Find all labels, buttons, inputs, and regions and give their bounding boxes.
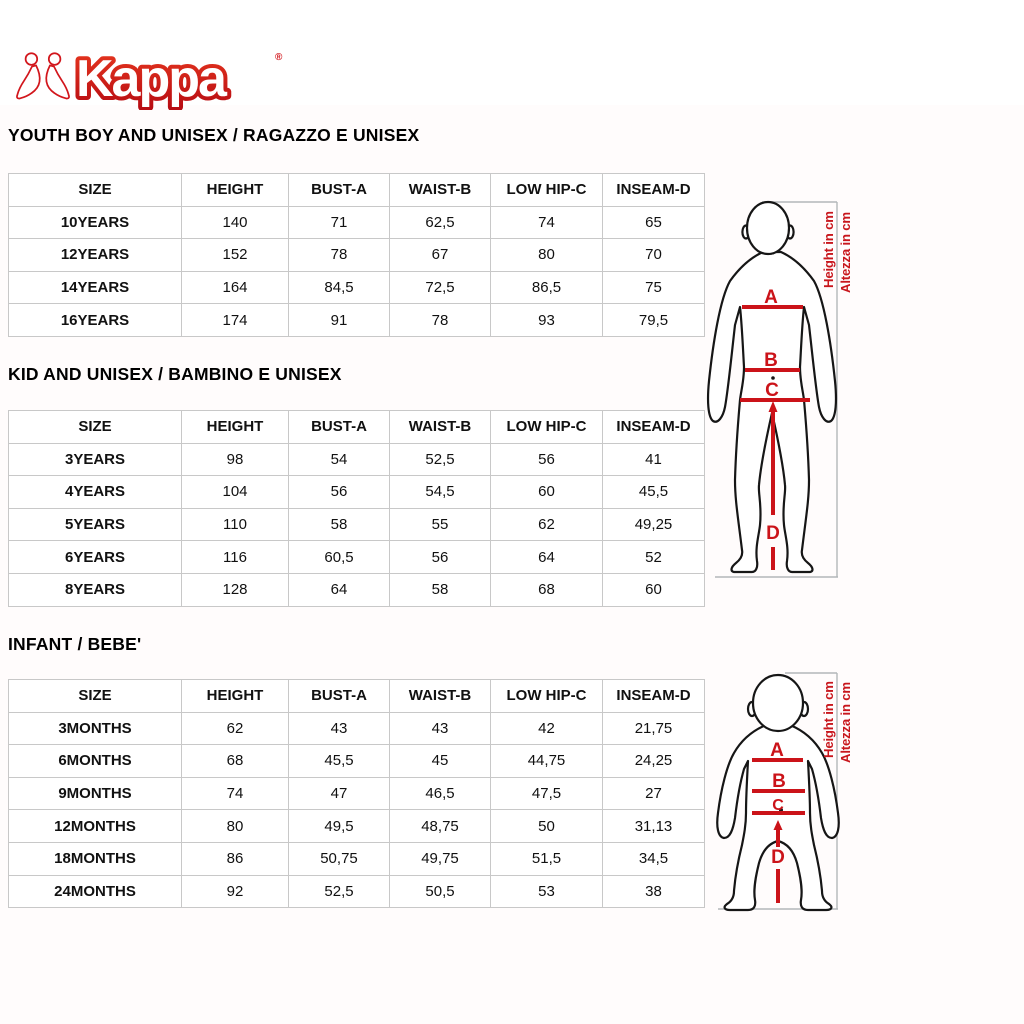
size-cell: 24MONTHS (9, 875, 182, 908)
table-row (9, 443, 705, 476)
value-cell: 62 (491, 508, 603, 541)
value-cell: 65 (603, 206, 705, 239)
value-cell: 86 (182, 842, 289, 875)
size-cell: 9MONTHS (9, 777, 182, 810)
value-cell: 46,5 (390, 777, 491, 810)
column-header: INSEAM-D (603, 411, 705, 444)
size-cell: 10YEARS (9, 206, 182, 239)
kappa-logo (14, 44, 294, 110)
value-cell: 80 (182, 810, 289, 843)
value-cell: 67 (390, 239, 491, 272)
column-header: SIZE (9, 174, 182, 207)
value-cell: 62 (182, 712, 289, 745)
table-row (9, 810, 705, 843)
value-cell: 50,75 (289, 842, 390, 875)
value-cell: 60 (603, 573, 705, 606)
size-cell: 14YEARS (9, 271, 182, 304)
brand-text: Kappa (76, 50, 225, 108)
bust-label: A (770, 740, 784, 761)
size-table-youth (8, 173, 705, 337)
section-title-infant: INFANT / BEBE' (8, 634, 142, 654)
column-header: WAIST-B (390, 680, 491, 713)
value-cell: 104 (182, 476, 289, 509)
value-cell: 51,5 (491, 842, 603, 875)
height-caption-it: Altezza in cm (838, 212, 853, 293)
value-cell: 58 (390, 573, 491, 606)
value-cell: 56 (289, 476, 390, 509)
size-cell: 5YEARS (9, 508, 182, 541)
size-table-kid (8, 410, 705, 607)
value-cell: 54 (289, 443, 390, 476)
table-row (9, 239, 705, 272)
table-row (9, 476, 705, 509)
value-cell: 174 (182, 304, 289, 337)
column-header: INSEAM-D (603, 174, 705, 207)
value-cell: 49,75 (390, 842, 491, 875)
value-cell: 140 (182, 206, 289, 239)
column-header: LOW HIP-C (491, 680, 603, 713)
column-header: WAIST-B (390, 411, 491, 444)
value-cell: 42 (491, 712, 603, 745)
value-cell: 31,13 (603, 810, 705, 843)
table-row (9, 777, 705, 810)
value-cell: 62,5 (390, 206, 491, 239)
size-cell: 12MONTHS (9, 810, 182, 843)
size-cell: 12YEARS (9, 239, 182, 272)
value-cell: 56 (390, 541, 491, 574)
value-cell: 45 (390, 745, 491, 778)
table-row (9, 842, 705, 875)
value-cell: 52 (603, 541, 705, 574)
waist-label: B (772, 771, 786, 792)
value-cell: 92 (182, 875, 289, 908)
value-cell: 128 (182, 573, 289, 606)
value-cell: 75 (603, 271, 705, 304)
value-cell: 80 (491, 239, 603, 272)
value-cell: 93 (491, 304, 603, 337)
value-cell: 54,5 (390, 476, 491, 509)
header-row (9, 680, 705, 713)
value-cell: 68 (491, 573, 603, 606)
value-cell: 68 (182, 745, 289, 778)
value-cell: 74 (491, 206, 603, 239)
kappa-wordmark (74, 44, 279, 110)
value-cell: 48,75 (390, 810, 491, 843)
value-cell: 56 (491, 443, 603, 476)
value-cell: 78 (289, 239, 390, 272)
value-cell: 34,5 (603, 842, 705, 875)
value-cell: 64 (491, 541, 603, 574)
value-cell: 71 (289, 206, 390, 239)
column-header: BUST-A (289, 680, 390, 713)
value-cell: 47,5 (491, 777, 603, 810)
height-caption-it: Altezza in cm (838, 682, 853, 763)
value-cell: 47 (289, 777, 390, 810)
section-title-kid: KID AND UNISEX / BAMBINO E UNISEX (8, 364, 342, 384)
value-cell: 45,5 (289, 745, 390, 778)
table-row (9, 271, 705, 304)
value-cell: 27 (603, 777, 705, 810)
value-cell: 41 (603, 443, 705, 476)
value-cell: 58 (289, 508, 390, 541)
value-cell: 84,5 (289, 271, 390, 304)
column-header: BUST-A (289, 411, 390, 444)
column-header: INSEAM-D (603, 680, 705, 713)
table-row (9, 573, 705, 606)
value-cell: 116 (182, 541, 289, 574)
hip-label: C (765, 380, 779, 401)
table-row (9, 508, 705, 541)
value-cell: 55 (390, 508, 491, 541)
value-cell: 49,25 (603, 508, 705, 541)
value-cell: 60 (491, 476, 603, 509)
waist-label: B (764, 350, 778, 371)
value-cell: 86,5 (491, 271, 603, 304)
column-header: SIZE (9, 680, 182, 713)
size-cell: 16YEARS (9, 304, 182, 337)
column-header: LOW HIP-C (491, 411, 603, 444)
column-header: HEIGHT (182, 411, 289, 444)
value-cell: 43 (289, 712, 390, 745)
size-cell: 4YEARS (9, 476, 182, 509)
column-header: HEIGHT (182, 174, 289, 207)
column-header: BUST-A (289, 174, 390, 207)
value-cell: 53 (491, 875, 603, 908)
column-header: WAIST-B (390, 174, 491, 207)
size-cell: 8YEARS (9, 573, 182, 606)
value-cell: 110 (182, 508, 289, 541)
child-measurement-diagram (700, 195, 860, 585)
value-cell: 50 (491, 810, 603, 843)
value-cell: 64 (289, 573, 390, 606)
height-caption-en: Height in cm (821, 681, 836, 758)
size-cell: 6MONTHS (9, 745, 182, 778)
value-cell: 43 (390, 712, 491, 745)
value-cell: 45,5 (603, 476, 705, 509)
table-row (9, 304, 705, 337)
table-row (9, 712, 705, 745)
value-cell: 38 (603, 875, 705, 908)
table-row (9, 541, 705, 574)
table-row (9, 875, 705, 908)
value-cell: 98 (182, 443, 289, 476)
value-cell: 49,5 (289, 810, 390, 843)
header-row (9, 174, 705, 207)
value-cell: 79,5 (603, 304, 705, 337)
inseam-label: D (771, 847, 785, 868)
value-cell: 70 (603, 239, 705, 272)
table-row (9, 206, 705, 239)
bust-label: A (764, 287, 778, 308)
value-cell: 21,75 (603, 712, 705, 745)
value-cell: 78 (390, 304, 491, 337)
registered-mark: ® (275, 52, 283, 63)
size-table-infant (8, 679, 705, 908)
size-cell: 18MONTHS (9, 842, 182, 875)
section-title-youth: YOUTH BOY AND UNISEX / RAGAZZO E UNISEX (8, 125, 420, 145)
infant-measurement-diagram (700, 663, 860, 923)
value-cell: 52,5 (390, 443, 491, 476)
height-caption-en: Height in cm (821, 211, 836, 288)
size-cell: 6YEARS (9, 541, 182, 574)
table-row (9, 745, 705, 778)
value-cell: 50,5 (390, 875, 491, 908)
value-cell: 91 (289, 304, 390, 337)
size-cell: 3YEARS (9, 443, 182, 476)
header-row (9, 411, 705, 444)
value-cell: 74 (182, 777, 289, 810)
value-cell: 52,5 (289, 875, 390, 908)
column-header: HEIGHT (182, 680, 289, 713)
value-cell: 72,5 (390, 271, 491, 304)
hip-label: C (772, 797, 784, 814)
value-cell: 60,5 (289, 541, 390, 574)
inseam-label: D (766, 523, 780, 544)
value-cell: 164 (182, 271, 289, 304)
kappa-omini-icon (14, 48, 72, 106)
value-cell: 44,75 (491, 745, 603, 778)
column-header: SIZE (9, 411, 182, 444)
size-cell: 3MONTHS (9, 712, 182, 745)
value-cell: 152 (182, 239, 289, 272)
value-cell: 24,25 (603, 745, 705, 778)
column-header: LOW HIP-C (491, 174, 603, 207)
